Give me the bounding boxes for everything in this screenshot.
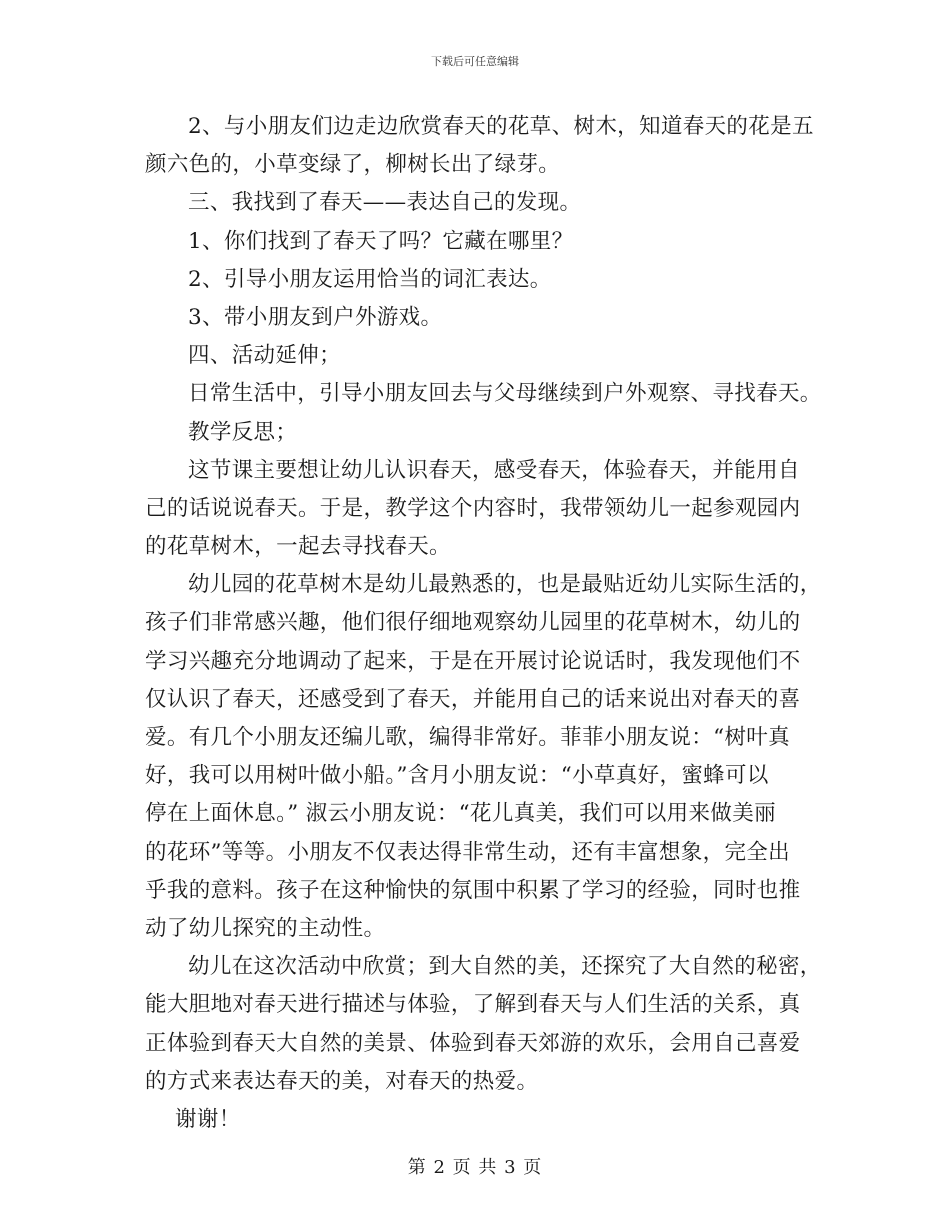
paragraph-line: 1、你们找到了春天了吗？它藏在哪里？	[188, 228, 574, 254]
closing-line: 谢谢！	[175, 1106, 241, 1132]
paragraph-line: 幼儿园的花草树木是幼儿最熟悉的，也是最贴近幼儿实际生活的，	[188, 572, 822, 598]
paragraph-line: 颜六色的，小草变绿了，柳树长出了绿芽。	[145, 152, 561, 178]
paragraph-line: 好，我可以用树叶做小船。”含月小朋友说：“小草真好，蜜蜂可以	[145, 763, 769, 789]
page-header: 下载后可任意编辑	[431, 55, 519, 68]
body-text	[145, 108, 822, 1139]
paragraph-line: 己的话说说春天。于是，教学这个内容时，我带领幼儿一起参观园内	[145, 495, 801, 521]
paragraph-line: 的花环”等等。小朋友不仅表达得非常生动，还有丰富想象，完全出	[145, 839, 790, 865]
paragraph-line: 这节课主要想让幼儿认识春天，感受春天，体验春天，并能用自	[188, 457, 800, 483]
paragraph-line: 2、与小朋友们边走边欣赏春天的花草、树木，知道春天的花是五	[188, 114, 814, 139]
paragraph-line: 仅认识了春天，还感受到了春天，并能用自己的话来说出对春天的喜	[145, 686, 801, 712]
section-heading: 三、我找到了春天——表达自己的发现。	[188, 190, 582, 216]
paragraph-line: 的花草树木，一起去寻找春天。	[145, 534, 451, 560]
paragraph-line: 孩子们非常感兴趣，他们很仔细地观察幼儿园里的花草树木，幼儿的	[145, 610, 801, 636]
paragraph-line: 幼儿在这次活动中欣赏；到大自然的美，还探究了大自然的秘密，	[188, 954, 822, 980]
paragraph-line: 正体验到春天大自然的美景、体验到春天郊游的欢乐，会用自己喜爱	[145, 1030, 801, 1056]
page-number: 第 2 页 共 3 页	[407, 1157, 543, 1178]
section-heading: 四、活动延伸；	[188, 343, 341, 369]
section-heading: 教学反思；	[188, 419, 298, 445]
paragraph-line: 乎我的意料。孩子在这种愉快的氛围中积累了学习的经验，同时也推	[145, 877, 801, 903]
paragraph-line: 的方式来表达春天的美，对春天的热爱。	[145, 1068, 539, 1094]
paragraph-line: 2、引导小朋友运用恰当的词汇表达。	[188, 266, 552, 292]
paragraph-line: 能大胆地对春天进行描述与体验，了解到春天与人们生活的关系，真	[145, 992, 801, 1018]
paragraph-line: 爱。有几个小朋友还编儿歌，编得非常好。菲菲小朋友说：“树叶真	[145, 725, 790, 750]
paragraph-line: 3、带小朋友到户外游戏。	[188, 304, 443, 330]
paragraph-line: 动了幼儿探究的主动性。	[145, 915, 386, 941]
paragraph-line: 学习兴趣充分地调动了起来，于是在开展讨论说话时，我发现他们不	[145, 648, 801, 674]
paragraph-line: 日常生活中，引导小朋友回去与父母继续到户外观察、寻找春天。	[188, 381, 822, 407]
paragraph-line: 停在上面休息。” 淑云小朋友说：“花儿真美，我们可以用来做美丽	[145, 801, 776, 827]
